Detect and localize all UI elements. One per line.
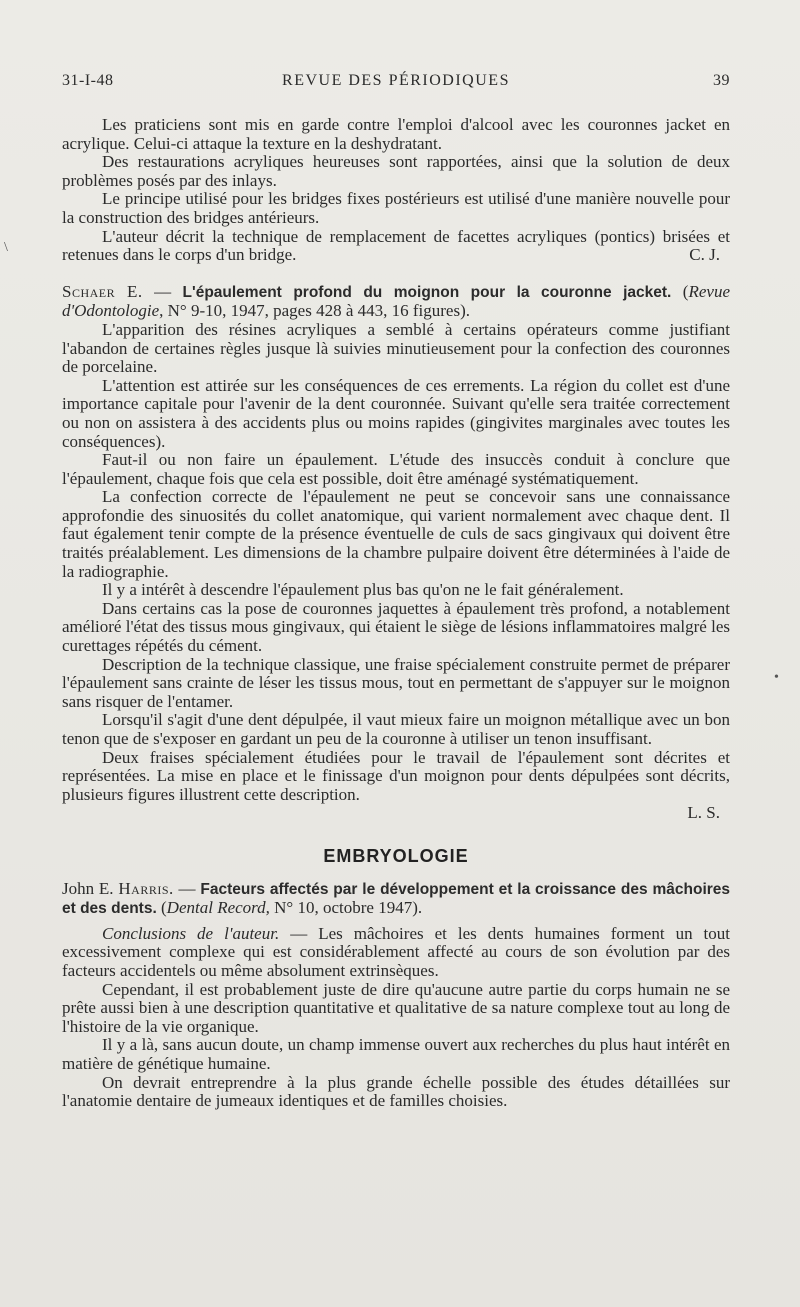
- paragraph: [62, 228, 730, 265]
- reference-heading: [62, 283, 730, 321]
- reference-details: , N° 9-10, 1947, pages 428 à 443, 16 figures).: [159, 301, 470, 321]
- paragraph: Il y a intérêt à descendre l'épaulement plus bas qu'on ne le fait généralement.: [102, 580, 624, 600]
- paragraph: Il y a là, sans aucun doute, un champ immense ouvert aux recherches du plus haut intérêt en matière de génétique humaine.: [62, 1035, 730, 1073]
- conclusions-label: Conclusions de l'auteur.: [102, 923, 280, 943]
- paragraph: L'attention est attirée sur les conséquences de ces errements. La région du collet est d'une importance capitale pour l'avenir de la dent couronnée. Suivant qu'elle sera traitée correctement ou non on assistera à des accidents plus ou moins rapides (gingivites marginales avec toutes les conséquences).: [62, 375, 730, 451]
- margin-mark: \: [4, 240, 8, 255]
- reference-title: Facteurs affectés par le développement et la croissance des mâchoires et des dents.: [62, 880, 731, 918]
- section-heading: EMBRYOLOGIE: [323, 845, 469, 866]
- header-journal-title: REVUE DES PÉRIODIQUES: [282, 72, 510, 89]
- reference-author: Schaer E.: [62, 281, 143, 301]
- header-date: 31-I-48: [62, 72, 114, 89]
- reference-dash: —: [173, 878, 201, 898]
- running-header: [62, 72, 730, 96]
- paragraph: Deux fraises spécialement étudiées pour le travail de l'épaulement sont décrites et représentées. La mise en place et le finissage d'un moignon pour dents dépulpées sont décrits, plusieurs figures illustrent cette description.: [62, 747, 730, 804]
- margin-dot: •: [774, 670, 779, 685]
- paragraph: Les praticiens sont mis en garde contre l'emploi d'alcool avec les couronnes jacket en acrylique. Celui-ci attaque la texture en la deshydratant.: [62, 115, 730, 153]
- paragraph: Le principe utilisé pour les bridges fixes postérieurs est utilisé d'une manière nouvelle pour la construction des bridges antérieurs.: [62, 189, 730, 227]
- page-body: [62, 116, 730, 1111]
- spacer: [62, 265, 730, 283]
- paragraph: Des restaurations acryliques heureuses sont rapportées, ainsi que la solution de deux problèmes posés par des inlays.: [62, 152, 730, 190]
- paragraph: On devrait entreprendre à la plus grande échelle possible des études détaillées sur l'anatomie dentaire de jumeaux identiques et de familles choisies.: [62, 1072, 730, 1111]
- page-number: 39: [713, 72, 730, 89]
- paragraph: Faut-il ou non faire un épaulement. L'étude des insuccès conduit à conclure que l'épaulement, chaque fois que cela est possible, doit être aménagé systématiquement.: [62, 450, 730, 488]
- reference-title: L'épaulement profond du moignon pour la couronne jacket.: [182, 283, 672, 301]
- article-3: [62, 880, 730, 1111]
- paragraph: [62, 925, 730, 981]
- paragraph: Description de la technique classique, une fraise spécialement construite permet de préparer l'épaulement sans crainte de léser les tissus mous, tout en permettant de s'appuyer sur le moignon sans risquer de l'entamer.: [62, 654, 730, 711]
- article-1: [62, 116, 730, 265]
- article-2: [62, 283, 730, 823]
- author-signature: C. J.: [689, 245, 720, 265]
- paragraph: Cependant, il est probablement juste de dire qu'aucune autre partie du corps humain ne se prête aussi bien à une description quantitative et qualitative de sa nature complexe tout au long de l'histoire de la vie organique.: [62, 979, 730, 1036]
- reference-details: N° 10, octobre 1947).: [269, 898, 423, 918]
- paragraph: Dans certains cas la pose de couronnes jaquettes à épaulement très profond, a notablement amélioré l'état des tissus mous gingivaux, qui étaient le siège de lésions inflammatoires malgré les curettages répétés du cément.: [62, 598, 730, 656]
- paragraph: Lorsqu'il s'agit d'une dent dépulpée, il vaut mieux faire un moignon métallique avec un bon tenon que de s'exposer en gardant un peu de la couronne à utiliser un tenon insuffisant.: [62, 710, 730, 748]
- reference-journal: Revue d'Odontologie: [62, 281, 730, 321]
- reference-source-open: (: [682, 281, 689, 301]
- paragraph: La confection correcte de l'épaulement ne peut se concevoir sans une connaissance approfondie des sinuosités du collet anatomique, qui varient normalement avec chaque dent. Il faut également tenir compte de la présence éventuelle de culs de sacs gingivaux qui doivent être traités préalablement. Les dimensions de la chambre pulpaire doivent être déterminées à l'aide de la radiographie.: [62, 487, 730, 581]
- reference-source-open: (: [156, 898, 167, 918]
- paragraph-text: — Les mâchoires et les dents humaines forment un tout excessivement complexe qui est considérablement affecté au cours de son évolution par des facteurs accidentels ou même absolument extrinsèques.: [62, 923, 731, 980]
- reference-heading: [62, 880, 730, 919]
- reference-dash: —: [142, 281, 183, 301]
- paragraph: L'apparition des résines acryliques a semblé à certains opérateurs comme justifiant l'abandon de certaines règles jusque là suivies minutieusement pour la confection des couronnes de porcelaine.: [62, 319, 730, 377]
- reference-journal: Dental Record,: [166, 898, 270, 918]
- author-signature: L. S.: [687, 803, 720, 823]
- reference-author-last: Harris.: [118, 878, 174, 898]
- paragraph-text: L'auteur décrit la technique de remplacement de facettes acryliques (pontics) brisées et retenues dans le corps d'un bridge.: [62, 226, 730, 265]
- reference-author-first: John E.: [62, 878, 119, 898]
